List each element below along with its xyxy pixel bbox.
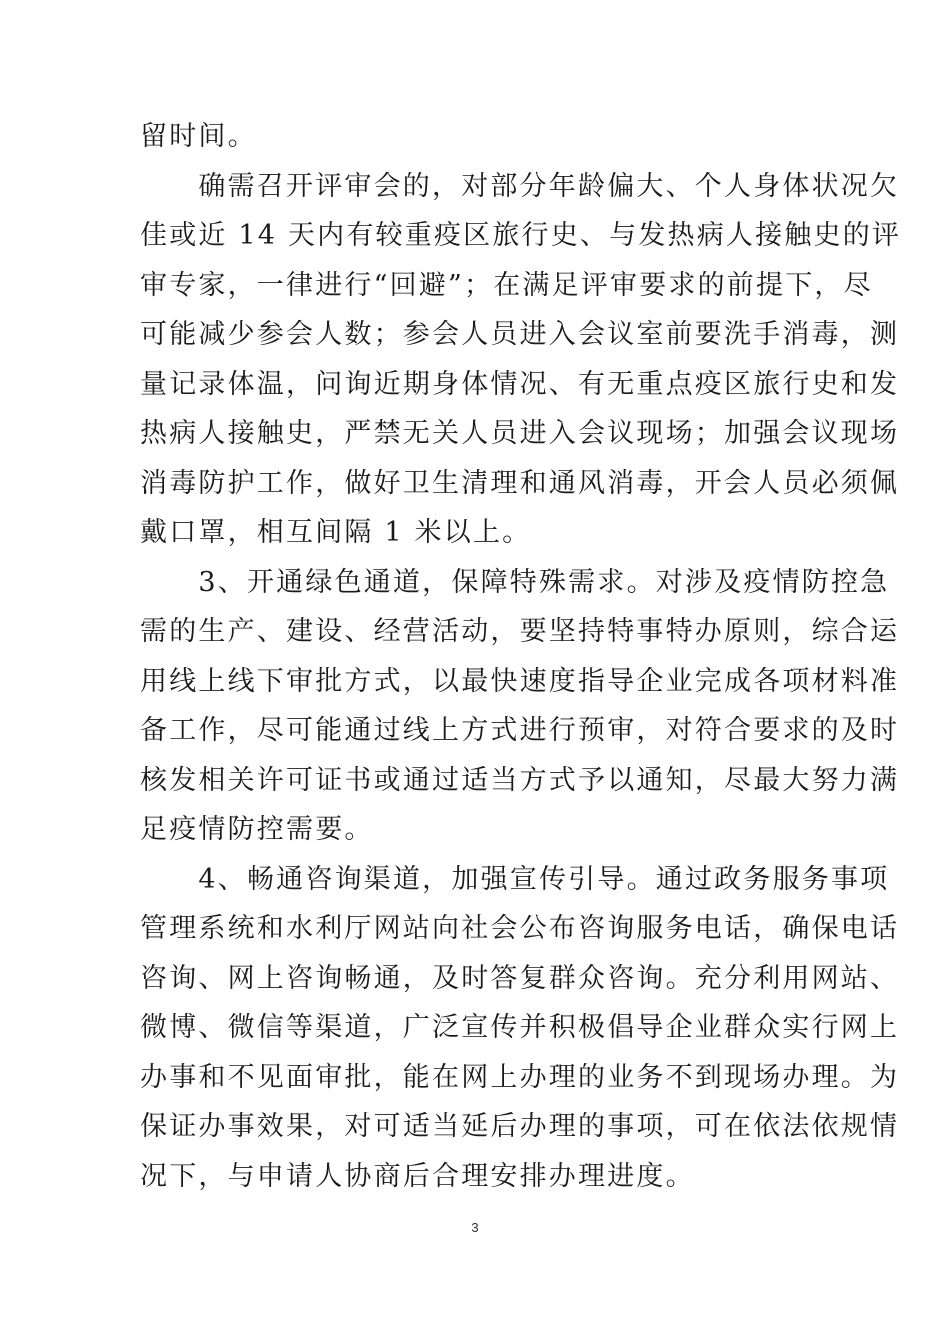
- text-line: 管理系统和水利厅网站向社会公布咨询服务电话，确保电话: [140, 913, 900, 944]
- text-line: 消毒防护工作，做好卫生清理和通风消毒，开会人员必须佩: [140, 467, 900, 499]
- text-line: 核发相关许可证书或通过适当方式予以通知，尽最大努力满: [140, 764, 900, 796]
- text-line: 佳或近 14 天内有较重疫区旅行史、与发热病人接触史的评: [140, 220, 902, 251]
- text-line: 热病人接触史，严禁无关人员进入会议现场；加强会议现场: [140, 418, 900, 449]
- text-line: 备工作，尽可能通过线上方式进行预审，对符合要求的及时: [140, 715, 900, 746]
- text-line: 留时间。: [140, 121, 257, 152]
- text-line: 量记录体温，问询近期身体情况、有无重点疫区旅行史和发: [140, 368, 900, 400]
- text-line: 办事和不见面审批，能在网上办理的业务不到现场办理。为: [140, 1061, 900, 1093]
- text-line: 用线上线下审批方式，以最快速度指导企业完成各项材料准: [140, 665, 900, 697]
- text-line: 3、开通绿色通道，保障特殊需求。对涉及疫情防控急: [140, 566, 890, 598]
- text-line: 4、畅通咨询渠道，加强宣传引导。通过政务服务事项: [140, 863, 890, 895]
- text-line: 需的生产、建设、经营活动，要坚持特事特办原则，综合运: [140, 616, 900, 647]
- page-number: 3: [471, 1220, 479, 1235]
- text-line: 审专家，一律进行“回避”；在满足评审要求的前提下，尽: [140, 269, 873, 301]
- body-text: [140, 112, 902, 1201]
- text-line: 确需召开评审会的，对部分年龄偏大、个人身体状况欠: [140, 170, 900, 202]
- text-line: 足疫情防控需要。: [140, 814, 374, 845]
- text-line: 况下，与申请人协商后合理安排办理进度。: [140, 1160, 695, 1192]
- text-line: 咨询、网上咨询畅通，及时答复群众咨询。充分利用网站、: [140, 962, 900, 994]
- text-line: 戴口罩，相互间隔 1 米以上。: [140, 517, 532, 548]
- text-line: 保证办事效果，对可适当延后办理的事项，可在依法依规情: [140, 1111, 900, 1142]
- text-line: 可能减少参会人数；参会人员进入会议室前要洗手消毒，测: [140, 319, 900, 350]
- text-line: 微博、微信等渠道，广泛宣传并积极倡导企业群众实行网上: [140, 1012, 900, 1043]
